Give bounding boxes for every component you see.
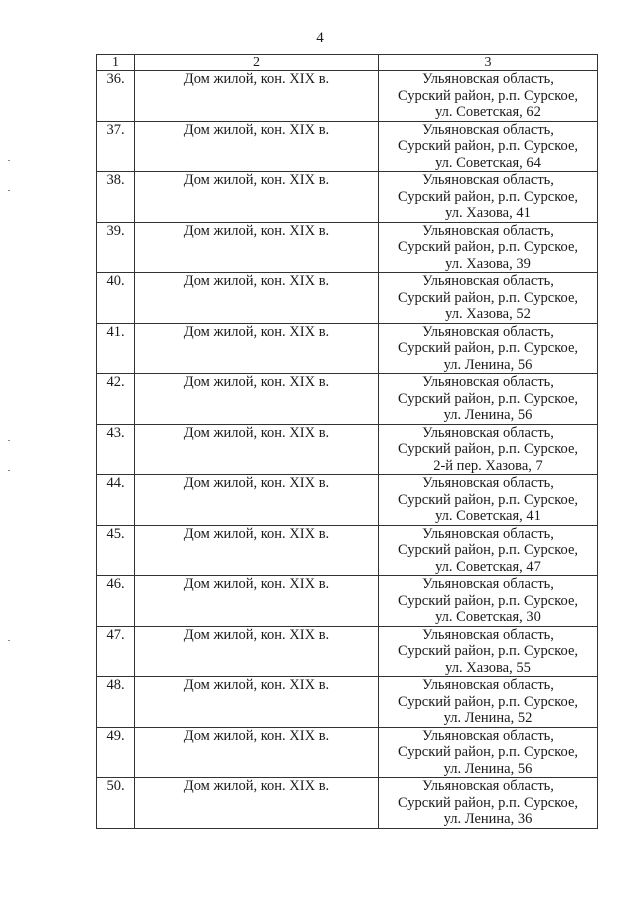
table-row: [97, 374, 598, 425]
address-line: Сурский район, р.п. Сурское,: [397, 693, 579, 710]
object-address: [379, 71, 598, 122]
table-row: [97, 626, 598, 677]
object-address: [379, 677, 598, 728]
table-body: [97, 71, 598, 829]
object-address: [379, 778, 598, 829]
row-number: 43.: [97, 424, 135, 475]
row-number: 46.: [97, 576, 135, 627]
header-row: [97, 55, 598, 71]
address-line: Сурский район, р.п. Сурское,: [397, 289, 579, 306]
address-line: Ульяновская область,: [422, 121, 554, 138]
object-name: Дом жилой, кон. XIX в.: [135, 727, 379, 778]
table-row: [97, 323, 598, 374]
row-number: 47.: [97, 626, 135, 677]
address-line: Сурский район, р.п. Сурское,: [397, 441, 579, 457]
row-number: 37.: [97, 121, 135, 172]
table-row: [97, 222, 598, 273]
scan-speck: [8, 190, 10, 191]
address-line: ул. Советская, 64: [435, 154, 541, 171]
address-line: ул. Советская, 41: [435, 508, 541, 524]
page-number: 4: [316, 30, 324, 46]
row-number: 40.: [97, 273, 135, 324]
object-address: [379, 273, 598, 324]
address-line: Сурский район, р.п. Сурское,: [397, 592, 579, 609]
column-header-2: 2: [135, 55, 379, 71]
address-line: Ульяновская область,: [422, 424, 554, 441]
row-number: 38.: [97, 172, 135, 223]
row-number: 44.: [97, 475, 135, 526]
address-line: ул. Хазова, 41: [445, 205, 531, 221]
table-row: [97, 424, 598, 475]
object-name: Дом жилой, кон. XIX в.: [135, 71, 379, 122]
address-line: Сурский район, р.п. Сурское,: [397, 744, 579, 760]
address-line: Ульяновская область,: [422, 71, 554, 87]
row-number: 39.: [97, 222, 135, 273]
object-name: Дом жилой, кон. XIX в.: [135, 323, 379, 374]
object-name: Дом жилой, кон. XIX в.: [135, 525, 379, 576]
address-line: Ульяновская область,: [422, 475, 554, 491]
address-line: ул. Советская, 62: [435, 104, 541, 120]
object-name: Дом жилой, кон. XIX в.: [135, 778, 379, 829]
table-row: [97, 475, 598, 526]
address-line: ул. Хазова, 52: [445, 306, 531, 322]
address-line: Сурский район, р.п. Сурское,: [397, 794, 579, 811]
address-line: Сурский район, р.п. Сурское,: [397, 491, 579, 508]
object-address: [379, 323, 598, 374]
table-row: [97, 525, 598, 576]
address-line: ул. Ленина, 56: [443, 356, 533, 373]
address-line: ул. Хазова, 55: [445, 659, 531, 676]
address-line: Сурский район, р.п. Сурское,: [397, 390, 579, 407]
object-name: Дом жилой, кон. XIX в.: [135, 626, 379, 677]
table-row: [97, 677, 598, 728]
object-address: [379, 525, 598, 576]
address-line: Ульяновская область,: [422, 576, 554, 592]
object-name: Дом жилой, кон. XIX в.: [135, 222, 379, 273]
object-address: [379, 576, 598, 627]
address-line: 2-й пер. Хазова, 7: [433, 457, 543, 474]
address-line: Ульяновская область,: [422, 626, 554, 643]
object-name: Дом жилой, кон. XIX в.: [135, 374, 379, 425]
address-line: Сурский район, р.п. Сурское,: [397, 87, 579, 104]
address-line: Ульяновская область,: [422, 677, 554, 693]
object-name: Дом жилой, кон. XIX в.: [135, 121, 379, 172]
table-row: [97, 121, 598, 172]
address-line: Ульяновская область,: [422, 323, 554, 340]
address-line: Сурский район, р.п. Сурское,: [397, 239, 579, 255]
table-row: [97, 172, 598, 223]
address-line: Сурский район, р.п. Сурское,: [397, 542, 579, 558]
table-row: [97, 727, 598, 778]
object-address: [379, 424, 598, 475]
address-line: Сурский район, р.п. Сурское,: [397, 643, 579, 659]
object-address: [379, 626, 598, 677]
object-address: [379, 727, 598, 778]
address-line: ул. Хазова, 39: [445, 255, 531, 272]
object-name: Дом жилой, кон. XIX в.: [135, 576, 379, 627]
address-line: ул. Ленина, 56: [443, 407, 533, 423]
column-header-1: 1: [97, 55, 135, 71]
row-number: 49.: [97, 727, 135, 778]
object-address: [379, 121, 598, 172]
column-header-3: 3: [379, 55, 598, 71]
address-line: ул. Советская, 47: [435, 558, 541, 575]
table-row: [97, 576, 598, 627]
monuments-table: [96, 54, 598, 829]
address-line: ул. Ленина, 56: [443, 760, 533, 777]
object-address: [379, 475, 598, 526]
address-line: ул. Советская, 30: [435, 609, 541, 625]
scan-speck: [8, 640, 10, 641]
object-name: Дом жилой, кон. XIX в.: [135, 172, 379, 223]
address-line: Ульяновская область,: [422, 374, 554, 390]
address-line: Сурский район, р.п. Сурское,: [397, 188, 579, 205]
scan-speck: [8, 470, 10, 471]
address-line: Ульяновская область,: [422, 778, 554, 794]
table-row: [97, 71, 598, 122]
object-name: Дом жилой, кон. XIX в.: [135, 273, 379, 324]
address-line: Сурский район, р.п. Сурское,: [397, 340, 579, 356]
object-address: [379, 222, 598, 273]
address-line: Ульяновская область,: [422, 273, 554, 289]
scan-speck: [8, 160, 10, 161]
object-address: [379, 374, 598, 425]
address-line: Ульяновская область,: [422, 222, 554, 239]
address-line: Ульяновская область,: [422, 727, 554, 744]
scan-speck: [8, 440, 10, 441]
row-number: 36.: [97, 71, 135, 122]
object-name: Дом жилой, кон. XIX в.: [135, 424, 379, 475]
address-line: ул. Ленина, 52: [443, 710, 533, 726]
address-line: ул. Ленина, 36: [443, 811, 533, 827]
row-number: 42.: [97, 374, 135, 425]
row-number: 45.: [97, 525, 135, 576]
row-number: 48.: [97, 677, 135, 728]
table-header: [97, 55, 598, 71]
address-line: Ульяновская область,: [422, 172, 554, 188]
address-line: Сурский район, р.п. Сурское,: [397, 138, 579, 154]
table-row: [97, 778, 598, 829]
object-name: Дом жилой, кон. XIX в.: [135, 475, 379, 526]
address-line: Ульяновская область,: [422, 525, 554, 542]
object-name: Дом жилой, кон. XIX в.: [135, 677, 379, 728]
table-row: [97, 273, 598, 324]
row-number: 41.: [97, 323, 135, 374]
row-number: 50.: [97, 778, 135, 829]
object-address: [379, 172, 598, 223]
